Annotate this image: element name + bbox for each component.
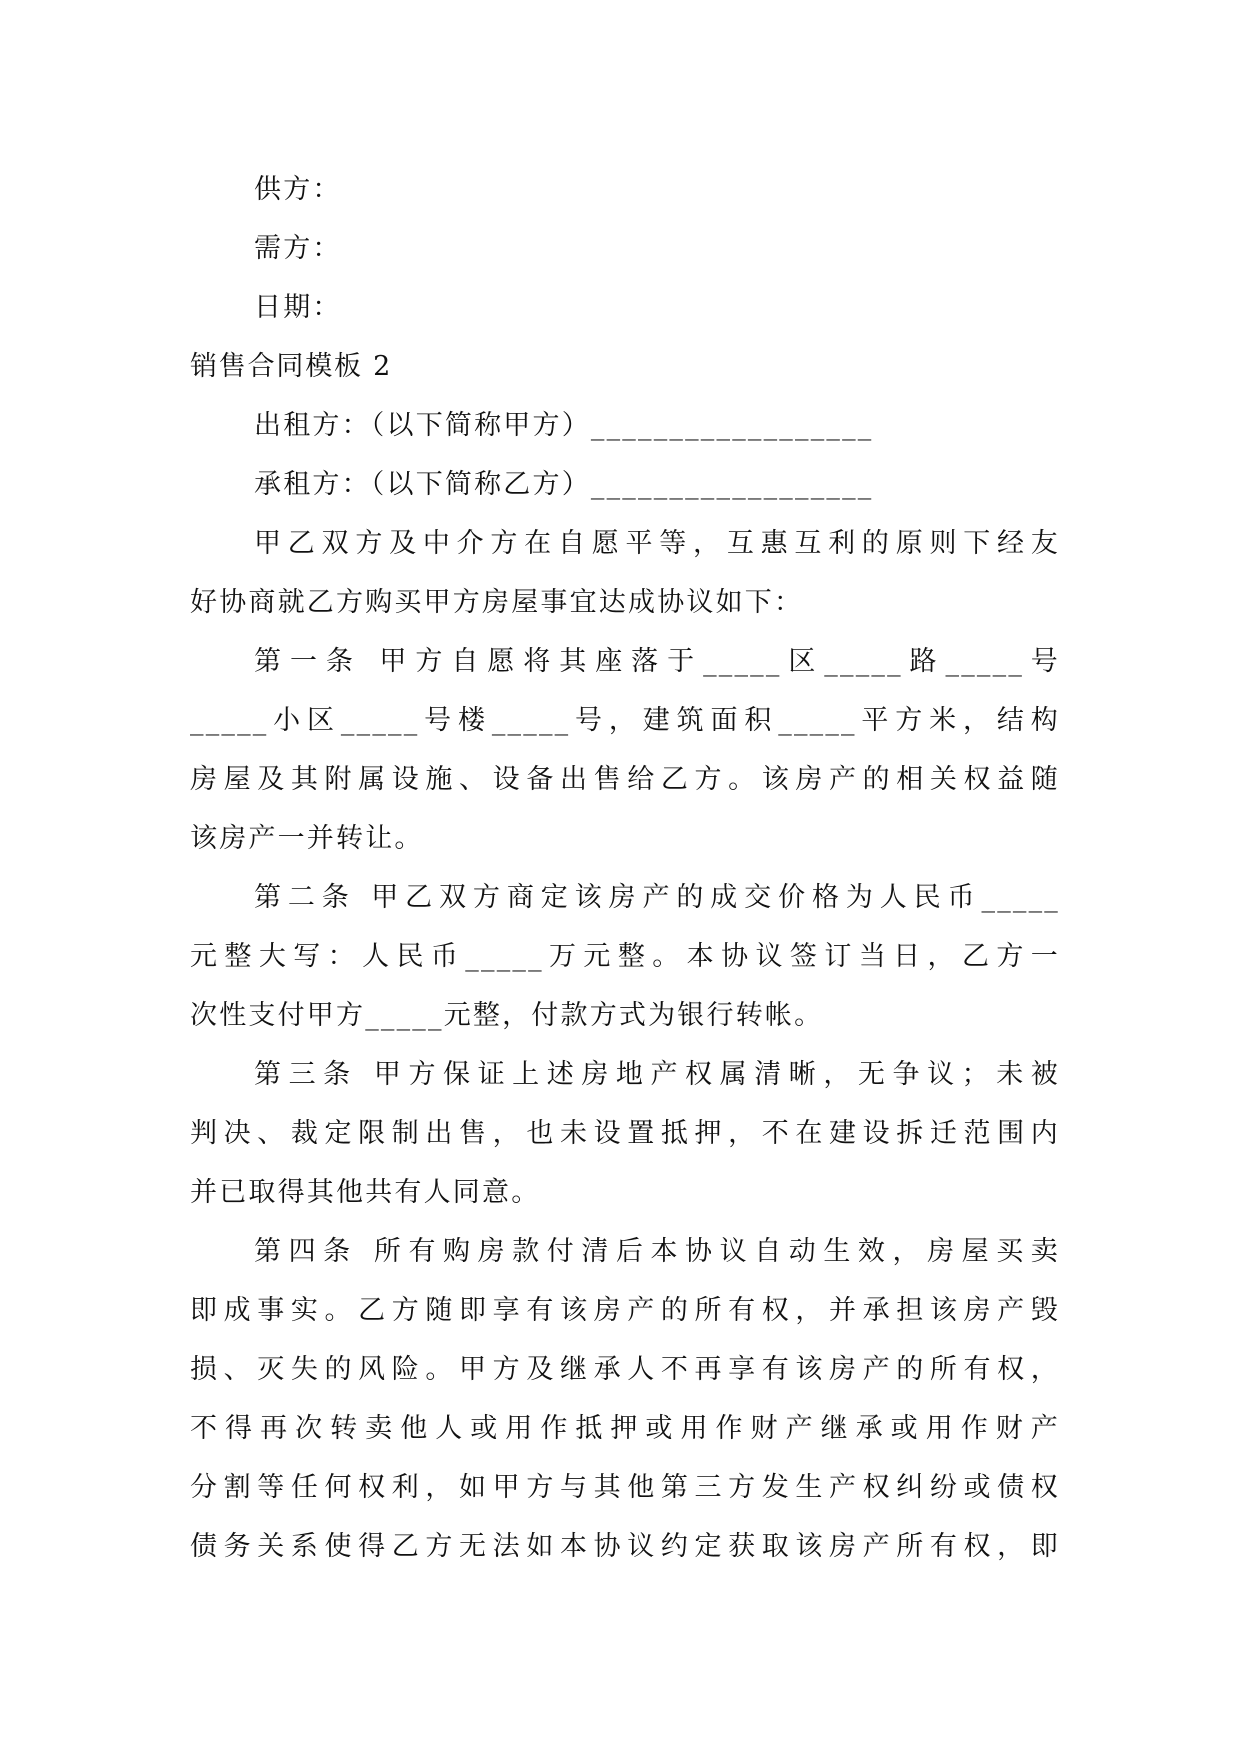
text-line: 需方： xyxy=(254,233,342,264)
text-line: 债务关系使得乙方无法如本协议约定获取该房产所有权，即 xyxy=(190,1531,1060,1562)
text-line: 日期： xyxy=(254,292,342,323)
text-line: 判决、裁定限制出售，也未设置抵押，不在建设拆迁范围内 xyxy=(190,1118,1060,1149)
text-line: 第四条 所有购房款付清后本协议自动生效，房屋买卖 xyxy=(254,1236,1060,1267)
text-line: 出租方：（以下简称甲方）__________________ xyxy=(254,410,874,441)
text-line: 元整大写：人民币_____万元整。本协议签订当日，乙方一 xyxy=(190,941,1060,972)
text-line: 房屋及其附属设施、设备出售给乙方。该房产的相关权益随 xyxy=(190,764,1060,795)
text-line: 次性支付甲方_____元整，付款方式为银行转帐。 xyxy=(190,1000,824,1031)
document-page xyxy=(190,160,1060,1576)
text-line: _____小区_____号楼_____号，建筑面积_____平方米，结构 xyxy=(190,705,1060,736)
text-line: 不得再次转卖他人或用作抵押或用作财产继承或用作财产 xyxy=(190,1413,1060,1444)
text-line: 第三条 甲方保证上述房地产权属清晰，无争议；未被 xyxy=(254,1059,1060,1090)
text-line: 供方： xyxy=(254,174,342,205)
text-line: 分割等任何权利，如甲方与其他第三方发生产权纠纷或债权 xyxy=(190,1472,1060,1503)
text-line: 好协商就乙方购买甲方房屋事宜达成协议如下： xyxy=(190,587,804,618)
section-heading: 销售合同模板 2 xyxy=(190,351,393,382)
text-line: 承租方：（以下简称乙方）__________________ xyxy=(254,469,874,500)
text-line: 第一条 甲方自愿将其座落于_____区_____路_____号 xyxy=(254,646,1060,677)
text-line: 并已取得其他共有人同意。 xyxy=(190,1177,541,1208)
text-line: 损、灭失的风险。甲方及继承人不再享有该房产的所有权， xyxy=(190,1354,1060,1385)
text-line: 第二条 甲乙双方商定该房产的成交价格为人民币_____ xyxy=(254,882,1060,913)
text-line: 甲乙双方及中介方在自愿平等，互惠互利的原则下经友 xyxy=(254,528,1060,559)
text-line: 即成事实。乙方随即享有该房产的所有权，并承担该房产毁 xyxy=(190,1295,1060,1326)
text-line: 该房产一并转让。 xyxy=(190,823,424,854)
